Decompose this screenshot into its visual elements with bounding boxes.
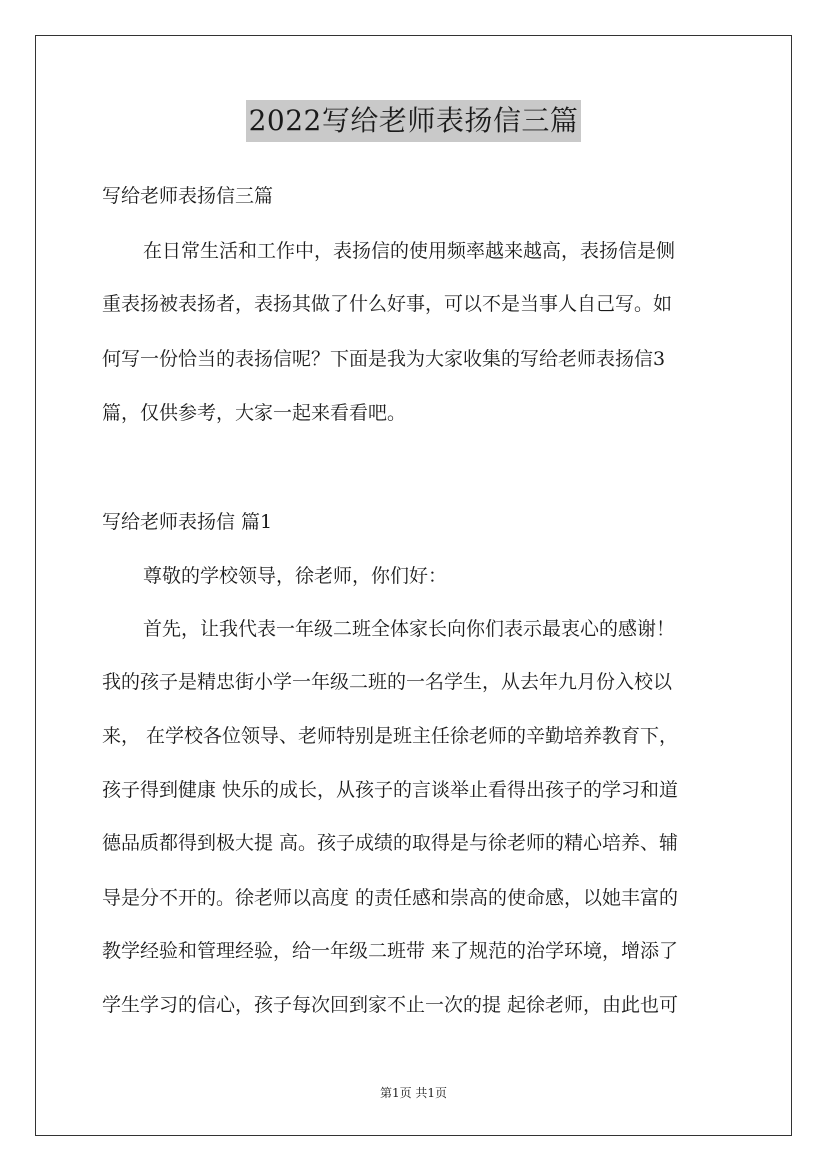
title-wrapper [0, 100, 827, 142]
body-line: 首先，让我代表一年级二班全体家长向你们表示最衷心的感谢！ [143, 618, 676, 640]
body-line: 德品质都得到极大提 高。孩子成绩的取得是与徐老师的精心培养、辅 [102, 832, 679, 854]
body-line: 导是分不开的。徐老师以高度 的责任感和崇高的使命感，以她丰富的 [102, 887, 679, 909]
body-line: 我的孩子是精忠街小学一年级二班的一名学生，从去年九月份入校以 [102, 671, 673, 693]
intro-line: 重表扬被表扬者，表扬其做了什么好事，可以不是当事人自己写。如 [102, 293, 673, 315]
intro-line: 篇，仅供参考，大家一起来看看吧。 [102, 402, 407, 424]
body-line: 孩子得到健康 快乐的成长，从孩子的言谈举止看得出孩子的学习和道 [102, 779, 679, 801]
section-heading: 写给老师表扬信 篇1 [102, 511, 273, 533]
salutation: 尊敬的学校领导，徐老师，你们好： [143, 565, 448, 587]
body-line: 来， 在学校各位领导、老师特别是班主任徐老师的辛勤培养教育下， [102, 725, 679, 747]
intro-line: 在日常生活和工作中，表扬信的使用频率越来越高，表扬信是侧 [143, 240, 676, 262]
document-title: 2022写给老师表扬信三篇 [246, 100, 582, 142]
body-line: 学生学习的信心，孩子每次回到家不止一次的提 起徐老师，由此也可 [102, 994, 679, 1016]
document-subtitle: 写给老师表扬信三篇 [102, 185, 274, 207]
body-line: 教学经验和管理经验，给一年级二班带 来了规范的治学环境，增添了 [102, 940, 679, 962]
page-footer: 第1页 共1页 [379, 1086, 448, 1100]
intro-line: 何写一份恰当的表扬信呢？下面是我为大家收集的写给老师表扬信3 [102, 348, 666, 370]
